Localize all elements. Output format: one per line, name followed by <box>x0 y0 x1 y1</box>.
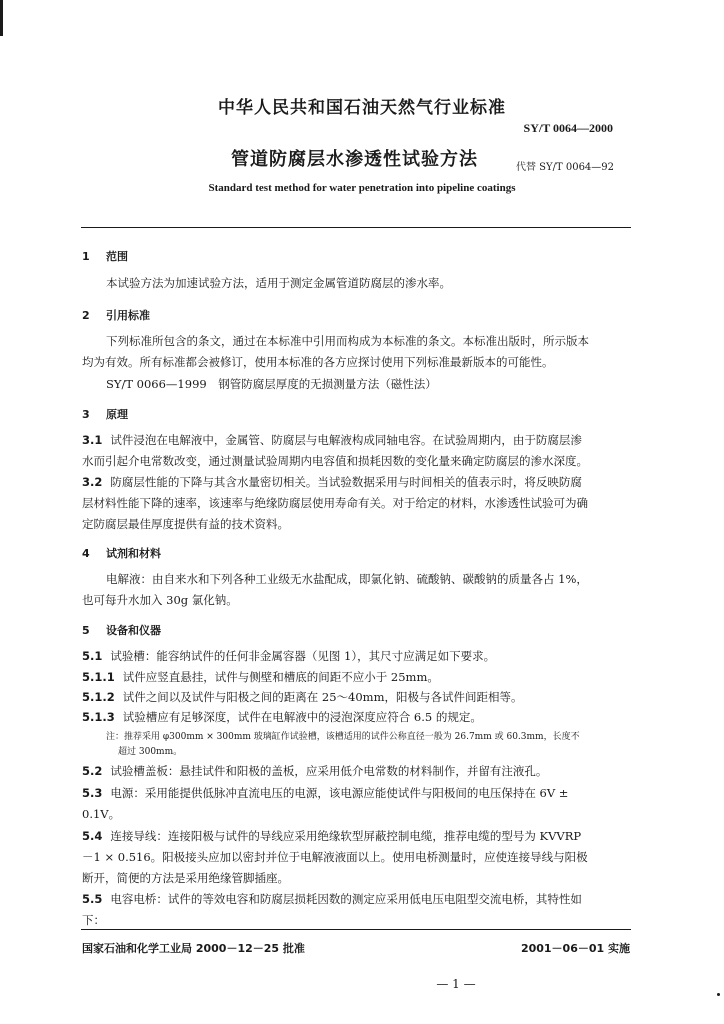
referenced-standard: SY/T 0066—1999 钢管防腐层厚度的无损测量方法（磁性法） <box>106 377 437 391</box>
clause-3-2-line <box>82 474 582 490</box>
scan-speck <box>717 993 720 996</box>
section-3-heading <box>82 406 128 422</box>
paragraph-line: 水而引起介电常数改变，通过测量试验周期内电容值和损耗因数的变化量来确定防腐层的渗水深度。 <box>82 454 588 468</box>
section-1-heading <box>82 248 128 264</box>
clause-number: 5.1 <box>82 649 103 663</box>
clause-5-5-line <box>82 891 582 907</box>
clause-number: 5.1.2 <box>82 690 115 704</box>
paragraph-line: 层材料性能下降的速率，该速率与绝缘防腐层使用寿命有关。对于给定的材料，水渗透性试验可为确 <box>82 496 588 510</box>
document-title: 管道防腐层水渗透性试验方法 <box>231 149 478 170</box>
section-2-heading <box>82 307 150 323</box>
clause-3-1-line <box>82 432 582 448</box>
section-title: 引用标准 <box>106 309 150 322</box>
paragraph-line: 下列标准所包含的条文，通过在本标准中引用而构成为本标准的条文。本标准出版时，所示版本 <box>106 334 589 348</box>
clause-number: 5.4 <box>82 829 103 843</box>
section-title: 试剂和材料 <box>106 547 161 560</box>
clause-text: 试验槽：能容纳试件的任何非金属容器（见图 1），其尺寸应满足如下要求。 <box>110 649 496 663</box>
replaces-standard: 代替 SY/T 0064—92 <box>516 162 615 173</box>
section-number: 3 <box>82 408 90 421</box>
clause-5-1-2-line <box>82 689 522 705</box>
clause-5-1-line <box>82 648 495 664</box>
paragraph-line: 0.1V。 <box>82 807 121 821</box>
paragraph-line: 断开，简便的方法是采用绝缘管脚插座。 <box>82 871 289 885</box>
standard-number: SY/T 0064—2000 <box>523 121 613 135</box>
paragraph-line: 本试验方法为加速试验方法，适用于测定金属管道防腐层的渗水率。 <box>106 276 451 290</box>
section-number: 5 <box>82 624 90 637</box>
standard-category: 中华人民共和国石油天然气行业标准 <box>218 98 506 118</box>
section-title: 设备和仪器 <box>106 624 161 637</box>
section-title: 原理 <box>106 408 128 421</box>
clause-number: 5.2 <box>82 764 103 778</box>
section-5-heading <box>82 622 161 638</box>
clause-text: 试件浸泡在电解液中，金属管、防腐层与电解液构成同轴电容。在试验周期内，由于防腐层渗 <box>110 433 582 447</box>
paragraph-line: －1 × 0.516。阳极接头应加以密封并位于电解液液面以上。使用电桥测量时，应使连接导线与阳极 <box>82 850 588 864</box>
paragraph-line: 均为有效。所有标准都会被修订，使用本标准的各方应探讨使用下列标准最新版本的可能性。 <box>82 355 554 369</box>
paragraph-line: 也可每升水加入 30g 氯化钠。 <box>82 593 238 607</box>
approval-note: 国家石油和化学工业局 2000－12－25 批准 <box>82 942 305 955</box>
section-number: 1 <box>82 250 90 263</box>
clause-text: 试件之间以及试件与阳极之间的距离在 25～40mm，阳极与各试件间距相等。 <box>122 690 523 704</box>
section-4-heading <box>82 545 161 561</box>
english-title: Standard test method for water penetration into pipeline coatings <box>208 182 516 194</box>
page-edge-mark <box>0 0 3 36</box>
clause-5-3-line <box>82 785 568 801</box>
clause-5-4-line <box>82 828 581 844</box>
clause-text: 试件应竖直悬挂，试件与侧壁和槽底的间距不应小于 25mm。 <box>122 670 439 684</box>
clause-5-1-1-line <box>82 669 439 685</box>
clause-text: 防腐层性能的下降与其含水量密切相关。当试验数据采用与时间相关的值表示时，将反映防腐 <box>110 475 582 489</box>
clause-text: 连接导线：连接阳极与试件的导线应采用绝缘软型屏蔽控制电缆，推荐电缆的型号为 KVVRP <box>110 829 582 843</box>
note-line: 注：推荐采用 φ300mm × 300mm 玻璃缸作试验槽，该槽适用的试件公称直径一般为 26.7mm 或 60.3mm，长度不 <box>106 732 580 742</box>
section-number: 2 <box>82 309 90 322</box>
clause-text: 电源：采用能提供低脉冲直流电压的电源，该电源应能使试件与阳极间的电压保持在 6V ± <box>110 786 569 800</box>
note-line: 超过 300mm。 <box>118 747 183 757</box>
paragraph-line: 下： <box>82 913 105 927</box>
clause-text: 试验槽盖板：悬挂试件和阳极的盖板，应采用低介电常数的材料制作，并留有注液孔。 <box>110 764 548 778</box>
paragraph-line: 电解液：由自来水和下列各种工业级无水盐配成，即氯化钠、硫酸钠、碳酸钠的质量各占 1%， <box>106 572 588 586</box>
clause-text: 试验槽应有足够深度，试件在电解液中的浸泡深度应符合 6.5 的规定。 <box>122 710 482 724</box>
clause-5-2-line <box>82 763 547 779</box>
section-number: 4 <box>82 547 90 560</box>
clause-number: 3.2 <box>82 475 103 489</box>
clause-text: 电容电桥：试件的等效电容和防腐层损耗因数的测定应采用低电压电阻型交流电桥，其特性如 <box>110 892 582 906</box>
paragraph-line: 定防腐层最佳厚度提供有益的技术资料。 <box>82 517 289 531</box>
clause-number: 5.5 <box>82 892 103 906</box>
section-title: 范围 <box>106 250 128 263</box>
clause-number: 5.1.1 <box>82 670 115 684</box>
clause-number: 5.1.3 <box>82 710 115 724</box>
bottom-rule <box>81 929 631 930</box>
page-number: — 1 — <box>436 977 476 991</box>
clause-5-1-3-line <box>82 709 482 725</box>
clause-number: 3.1 <box>82 433 103 447</box>
clause-number: 5.3 <box>82 786 103 800</box>
top-rule <box>81 227 631 228</box>
effective-date: 2001－06－01 实施 <box>520 942 630 955</box>
